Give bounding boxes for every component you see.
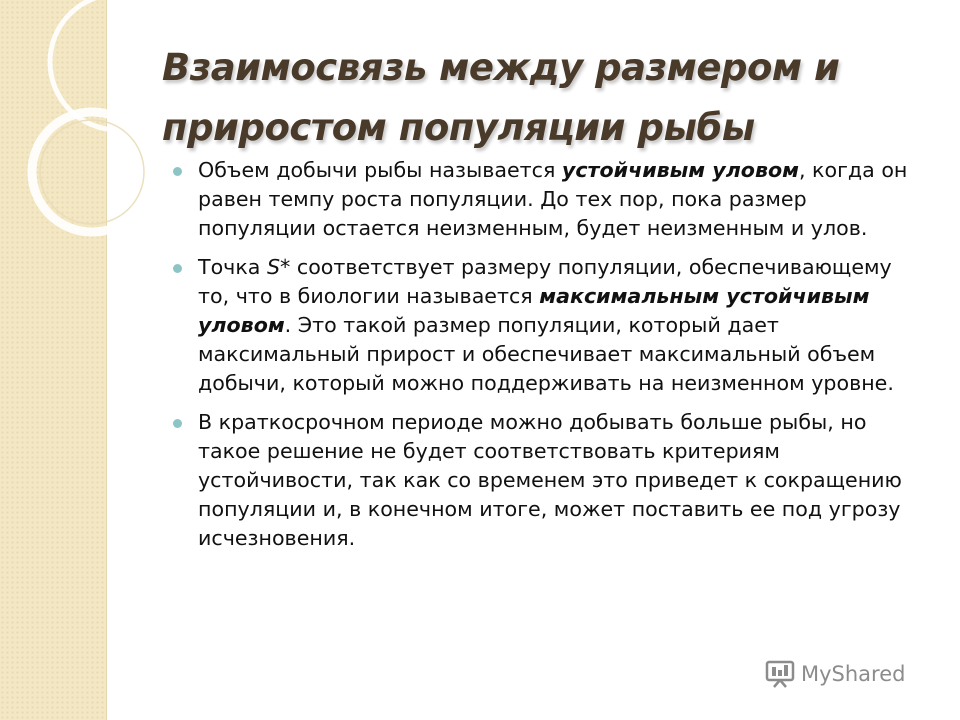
bullet-text: В краткосрочном периоде можно добывать больше рыбы, но такое решение не будет соответствовать критериям устойчивости, так как со временем это приведет к сокращению популяции и, в конечном итоге, может поставить ее под угрозу исчезновения. xyxy=(198,410,902,550)
bullet-text: соответствует размеру популяции, обеспечивающему то, что в биологии называется xyxy=(198,255,892,308)
bullet-item xyxy=(166,253,926,398)
bullet-list xyxy=(166,156,926,563)
bullet-item xyxy=(166,408,926,553)
term-sustainable-catch: устойчивым уловом xyxy=(561,158,799,182)
bullet-dot-icon xyxy=(173,419,182,428)
term-maximum-sustainable-catch: максимальным устойчивым уловом xyxy=(198,284,870,337)
watermark-text: MyShared xyxy=(801,662,906,686)
presentation-icon xyxy=(765,659,795,689)
bullet-dot-icon xyxy=(173,264,182,273)
bullet-text: . Это такой размер популяции, который дает максимальный прирост и обеспечивает максимальный объем добычи, который можно поддерживать на неизменном уровне. xyxy=(198,313,894,395)
bullet-text: Объем добычи рыбы называется xyxy=(198,158,562,182)
decorative-sidebar xyxy=(0,0,107,720)
slide-title: Взаимосвязь между размером и приростом популяции рыбы xyxy=(162,46,840,149)
bullet-text: , когда он равен темпу роста популяции. До тех пор, пока размер популяции остается неизменным, будет неизменным и улов. xyxy=(198,158,908,240)
bullet-item xyxy=(166,156,926,243)
bullet-text: Точка xyxy=(198,255,267,279)
bullet-dot-icon xyxy=(173,167,182,176)
term-s-star: S* xyxy=(266,255,291,279)
watermark xyxy=(765,657,905,691)
